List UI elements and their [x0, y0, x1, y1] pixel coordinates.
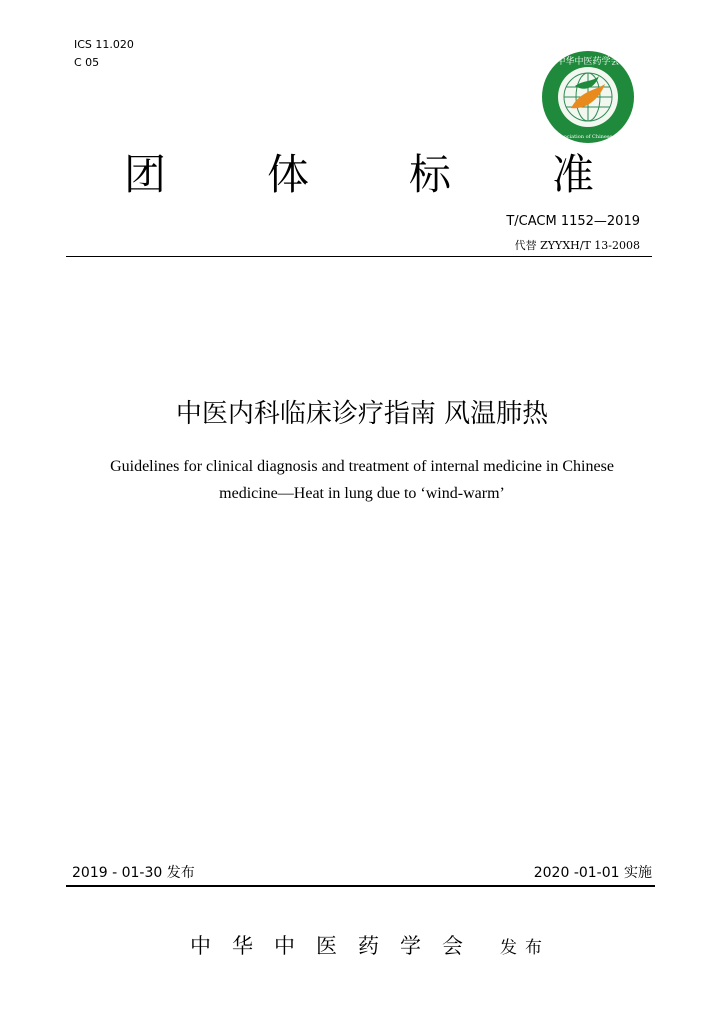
title-chinese: 中医内科临床诊疗指南 风温肺热	[175, 399, 549, 429]
standard-number: T/CACM 1152—2019	[506, 214, 640, 229]
issuer-action: 发布	[500, 938, 550, 958]
association-logo	[541, 50, 635, 144]
doc-type-char-3: 标	[409, 150, 452, 199]
doc-type-char-2: 体	[267, 150, 310, 199]
ics-classification	[74, 36, 134, 72]
ccs-code: C 05	[74, 56, 100, 69]
doc-type-char-1: 团	[124, 150, 167, 199]
ics-code: ICS 11.020	[74, 38, 134, 51]
svg-text:China Association of Chinese M: China Association of Chinese Medicine	[541, 134, 635, 140]
effective-date: 2020 -01-01 实施	[533, 865, 652, 881]
doc-type-char-4: 准	[552, 150, 595, 199]
replaces-standard: 代替 ZYYXH/T 13-2008	[514, 239, 640, 252]
logo-emblem-icon	[541, 50, 635, 144]
title-english-line-1: Guidelines for clinical diagnosis and treatment of internal medicine in Chinese	[110, 458, 614, 475]
svg-text:中华中医药学会: 中华中医药学会	[556, 57, 620, 67]
publish-date: 2019 - 01-30 发布	[72, 865, 195, 881]
title-english-line-2: medicine—Heat in lung due to ‘wind-warm’	[219, 485, 505, 502]
issuer-name: 中华中医药学会	[190, 934, 484, 958]
header-divider	[66, 256, 652, 257]
title-english	[60, 453, 664, 507]
footer-divider	[66, 885, 655, 887]
